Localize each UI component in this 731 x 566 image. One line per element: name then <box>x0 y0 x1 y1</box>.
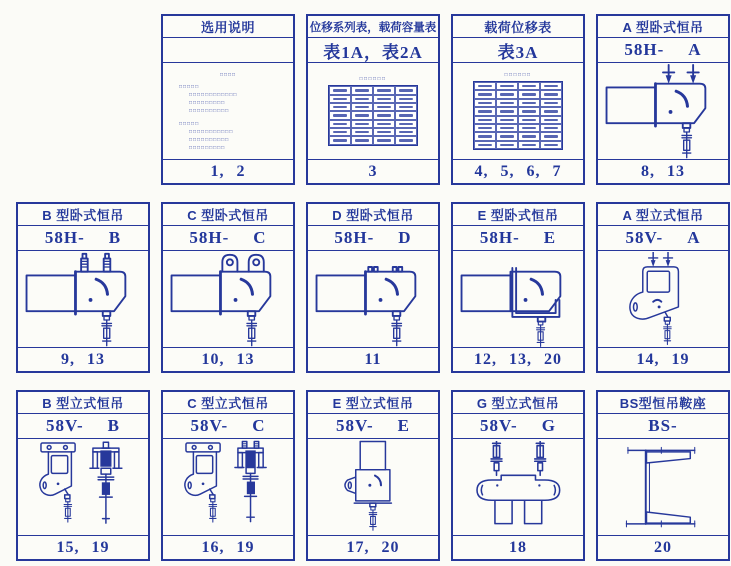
model-code <box>163 38 293 63</box>
model-code <box>598 226 728 251</box>
model-prefix: 58H- <box>44 228 85 247</box>
card-58v-c <box>161 390 295 561</box>
model-letter: E <box>543 228 557 247</box>
card-title: 选用说明 <box>163 16 293 38</box>
model-letter: A <box>687 228 701 247</box>
fine-print-line: □□□□□□□□□□ <box>189 136 230 143</box>
vertical-hanger-a-drawing <box>622 252 704 347</box>
fine-print-line: □□□□□ <box>179 83 200 90</box>
page-refs: 15, 19 <box>18 535 148 559</box>
fine-print-line: □□□□□□□□□□□ <box>189 128 234 135</box>
fine-print-line: □□□□□□□□□□ <box>189 107 230 114</box>
fine-print-line: □□□□□□□□□ <box>189 144 226 151</box>
drawing-area <box>598 63 728 159</box>
vertical-hanger-b-drawing <box>38 440 127 535</box>
table-caption-placeholder: □□□□□□ <box>359 76 387 83</box>
drawing-area <box>18 439 148 535</box>
page-refs: 4, 5, 6, 7 <box>453 159 583 183</box>
model-code <box>598 414 728 439</box>
card-title: G 型立式恒吊 <box>453 392 583 414</box>
fine-print-line: □□□□ <box>219 71 237 78</box>
page-refs: 12, 13, 20 <box>453 347 583 371</box>
card-58h-c <box>161 202 295 373</box>
model-prefix: 58H- <box>624 40 665 59</box>
fine-print-line: □□□□□ <box>179 120 200 127</box>
vertical-hanger-e-drawing <box>332 440 414 535</box>
page-refs: 20 <box>598 535 728 559</box>
horizontal-hanger-c-drawing <box>169 251 287 347</box>
mini-table-placeholder <box>328 85 418 146</box>
card-load-displacement-table <box>451 14 585 185</box>
drawing-area <box>598 251 728 347</box>
card-title: B 型卧式恒吊 <box>18 204 148 226</box>
model-code <box>163 414 293 439</box>
model-prefix: 58V- <box>480 416 518 435</box>
notes-body <box>163 63 293 159</box>
model-letter: C <box>253 228 267 247</box>
page-refs: 8, 13 <box>598 159 728 183</box>
model-letter: G <box>541 416 556 435</box>
card-title: E 型立式恒吊 <box>308 392 438 414</box>
card-title: 载荷位移表 <box>453 16 583 38</box>
card-selection-notes <box>161 14 295 185</box>
card-grid <box>16 14 730 561</box>
model-code <box>18 414 148 439</box>
model-letter: C <box>252 416 266 435</box>
card-title: BS型恒吊鞍座 <box>598 392 728 414</box>
fine-print-line: □□□□□□□□□ <box>189 99 226 106</box>
fine-print-line: □□□□□□□□□□□□ <box>189 91 238 98</box>
horizontal-hanger-b-drawing <box>24 251 142 347</box>
table-caption-placeholder: □□□□□□ <box>504 71 532 78</box>
card-title: C 型立式恒吊 <box>163 392 293 414</box>
card-58v-e <box>306 390 440 561</box>
drawing-area <box>598 439 728 535</box>
empty-cell <box>16 14 150 185</box>
card-58v-a <box>596 202 730 373</box>
model-code <box>308 38 438 63</box>
model-code <box>453 226 583 251</box>
model-letter: B <box>108 228 122 247</box>
card-title: B 型立式恒吊 <box>18 392 148 414</box>
page-refs: 17, 20 <box>308 535 438 559</box>
drawing-area <box>453 439 583 535</box>
drawing-area <box>308 439 438 535</box>
model-code <box>308 414 438 439</box>
bs-saddle-drawing <box>622 440 704 535</box>
card-title: 位移系列表，载荷容量表 <box>308 16 438 38</box>
model-prefix: 58V- <box>45 416 84 435</box>
card-bs-saddle <box>596 390 730 561</box>
model-letter: A <box>688 40 702 59</box>
model-letter: D <box>398 228 412 247</box>
drawing-area <box>308 251 438 347</box>
horizontal-hanger-e-drawing <box>459 251 577 347</box>
page-refs: 16, 19 <box>163 535 293 559</box>
card-title: A 型立式恒吊 <box>598 204 728 226</box>
table-body <box>453 63 583 159</box>
model-prefix: 表1A，表2A <box>323 42 423 62</box>
model-code <box>453 38 583 63</box>
card-58h-d <box>306 202 440 373</box>
page-refs: 3 <box>308 159 438 183</box>
card-title: A 型卧式恒吊 <box>598 16 728 38</box>
page-refs: 1, 2 <box>163 159 293 183</box>
card-58h-b <box>16 202 150 373</box>
model-prefix: 58V- <box>190 416 229 435</box>
table-body <box>308 63 438 159</box>
page-refs: 11 <box>308 347 438 371</box>
card-title: E 型卧式恒吊 <box>453 204 583 226</box>
card-58v-b <box>16 390 150 561</box>
page-refs: 9, 13 <box>18 347 148 371</box>
model-code <box>598 38 728 63</box>
model-letter: B <box>107 416 121 435</box>
card-58h-a <box>596 14 730 185</box>
model-prefix: 58H- <box>189 228 230 247</box>
horizontal-hanger-d-drawing <box>314 251 432 347</box>
page-refs: 10, 13 <box>163 347 293 371</box>
page-refs: 18 <box>453 535 583 559</box>
card-title: C 型卧式恒吊 <box>163 204 293 226</box>
drawing-area <box>163 251 293 347</box>
fine-print-placeholder <box>171 71 285 152</box>
model-code <box>18 226 148 251</box>
horizontal-hanger-a-drawing <box>604 63 722 159</box>
model-prefix: 58H- <box>479 228 520 247</box>
model-prefix: 58V- <box>625 228 664 247</box>
vertical-hanger-c-drawing <box>183 440 272 535</box>
model-prefix: 表3A <box>497 42 539 62</box>
drawing-area <box>18 251 148 347</box>
card-title: D 型卧式恒吊 <box>308 204 438 226</box>
page-refs: 14, 19 <box>598 347 728 371</box>
drawing-area <box>453 251 583 347</box>
drawing-area <box>163 439 293 535</box>
mini-table-placeholder <box>473 81 563 150</box>
model-prefix: BS- <box>648 416 678 435</box>
model-code <box>163 226 293 251</box>
card-displacement-series-table <box>306 14 440 185</box>
model-letter: E <box>397 416 411 435</box>
model-prefix: 58H- <box>334 228 375 247</box>
model-code <box>308 226 438 251</box>
model-code <box>453 414 583 439</box>
model-prefix: 58V- <box>335 416 374 435</box>
card-58v-g <box>451 390 585 561</box>
card-58h-e <box>451 202 585 373</box>
vertical-hanger-g-drawing <box>470 441 567 533</box>
